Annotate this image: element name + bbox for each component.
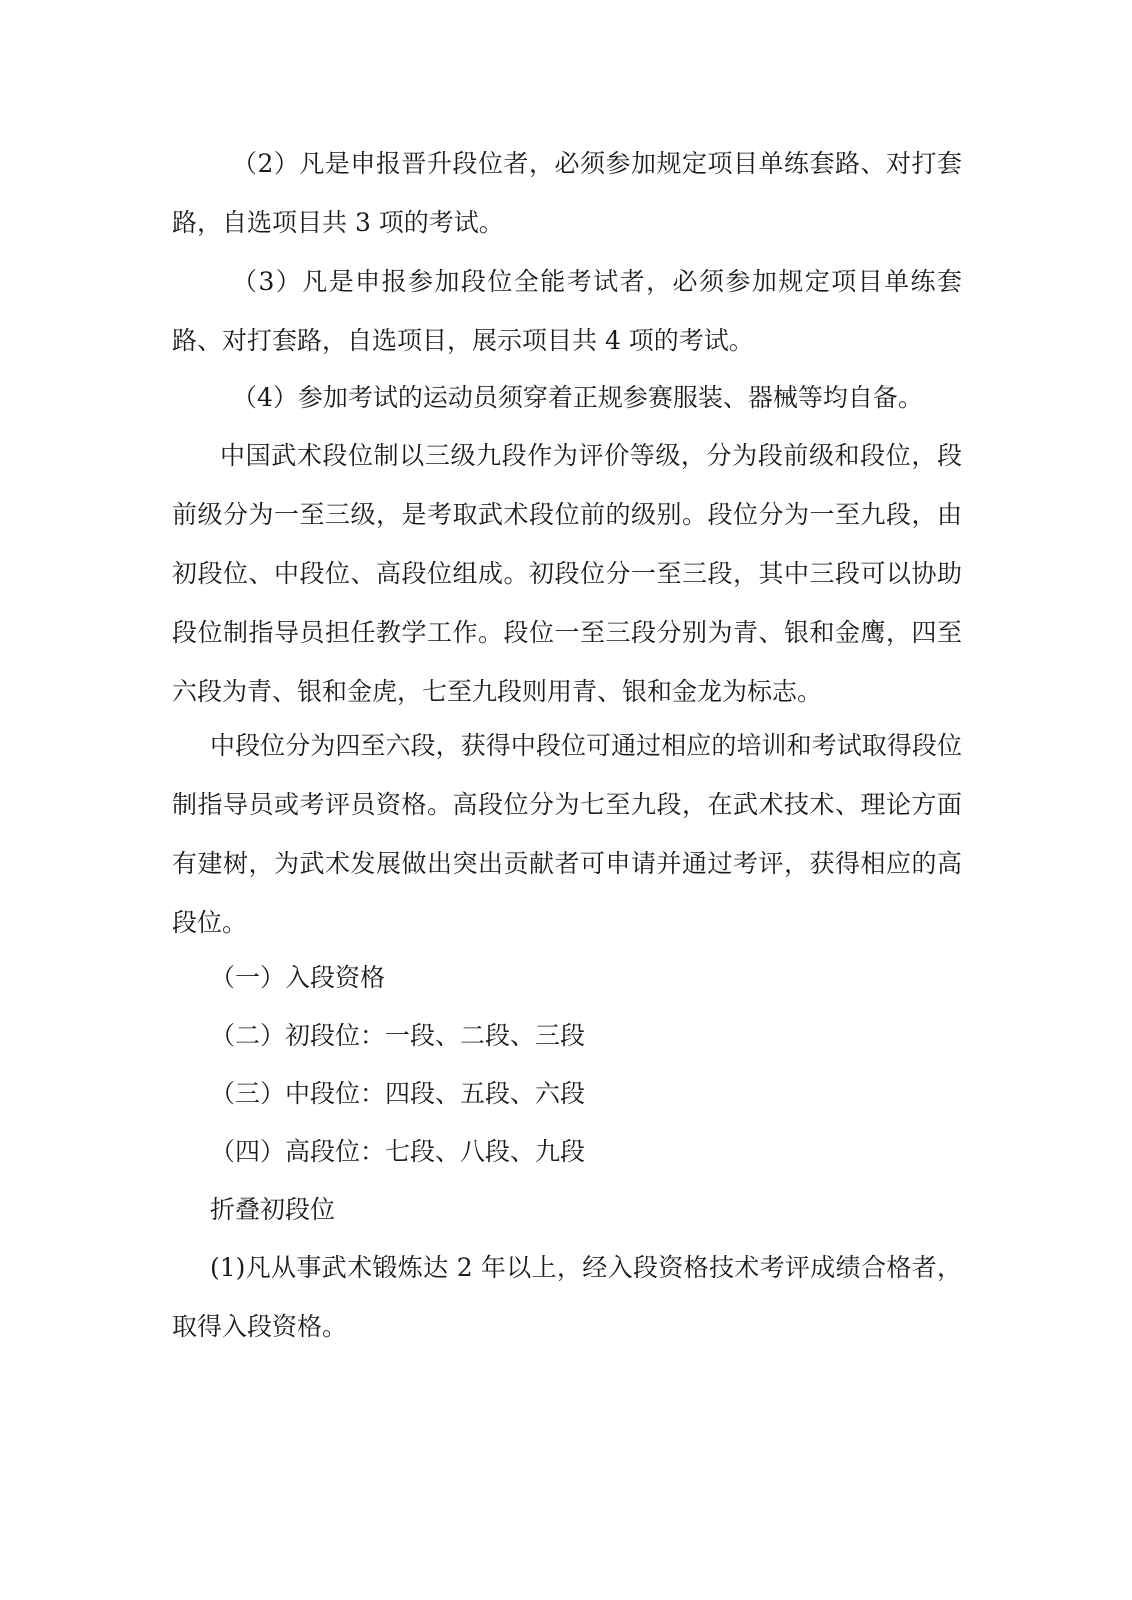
heading-middle-levels: （三）中段位：四段、五段、六段 [210,1079,586,1108]
heading-collapse-junior: 折叠初段位 [210,1195,336,1224]
paragraph-item-3-all-round: （3）凡是申报参加段位全能考试者，必须参加规定项目单练套路、对打套路，自选项目，展示项目共 4 项的考试。 [172,267,962,355]
heading-entry-qualification: （一）入段资格 [210,963,386,992]
paragraph-entry-requirement: (1)凡从事武术锻炼达 2 年以上，经入段资格技术考评成绩合格者，取得入段资格。 [172,1253,962,1341]
paragraph-item-4-attire: （4）参加考试的运动员须穿着正规参赛服装、器械等均自备。 [232,383,923,412]
paragraph-middle-high-levels: 中段位分为四至六段，获得中段位可通过相应的培训和考试取得段位制指导员或考评员资格。高段位分为七至九段，在武术技术、理论方面有建树，为武术发展做出突出贡献者可申请并通过考评，获得相应的高段位。 [172,731,962,937]
heading-junior-levels: （二）初段位：一段、二段、三段 [210,1021,586,1050]
heading-senior-levels: （四）高段位：七段、八段、九段 [210,1137,586,1166]
paragraph-duanwei-overview: 中国武术段位制以三级九段作为评价等级，分为段前级和段位，段前级分为一至三级，是考取武术段位前的级别。段位分为一至九段，由初段位、中段位、高段位组成。初段位分一至三段，其中三段可以协助段位制指导员担任教学工作。段位一至三段分别为青、银和金鹰，四至六段为青、银和金虎，七至九段则用青、银和金龙为标志。 [172,441,962,706]
paragraph-item-2-promotion: （2）凡是申报晋升段位者，必须参加规定项目单练套路、对打套路，自选项目共 3 项的考试。 [172,149,962,237]
